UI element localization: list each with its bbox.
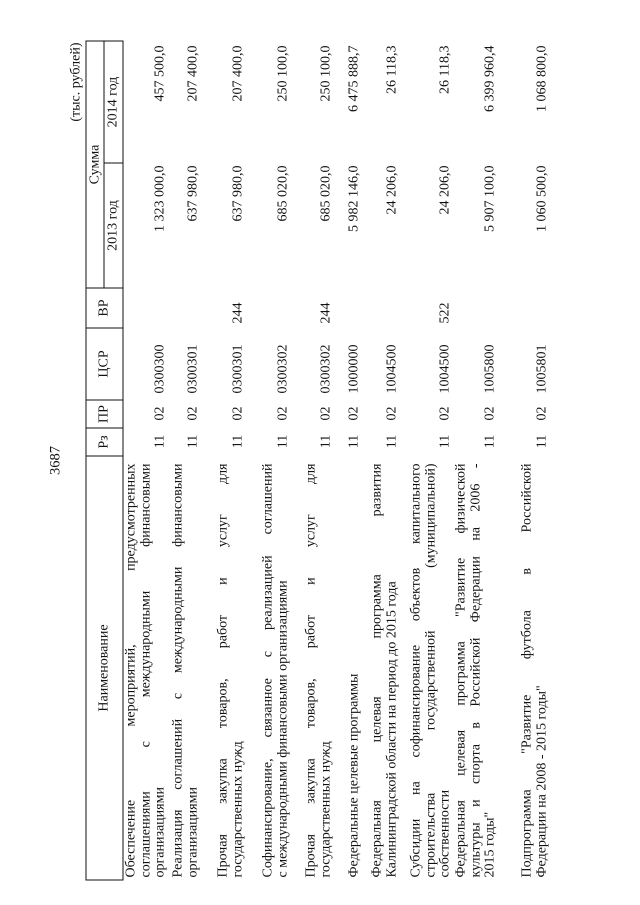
row-name-line: Подпрограмма "Развитие футбола в Российской (519, 463, 534, 877)
units-label: (тыс. рублей) (68, 42, 83, 122)
table-row (347, 40, 362, 880)
row-sum-2013: 685 020,0 (274, 165, 290, 221)
row-sum-2013: 5 907 100,0 (482, 165, 498, 232)
row-vr: 244 (317, 302, 333, 323)
row-pr: 02 (346, 406, 361, 420)
row-pr: 02 (274, 406, 290, 420)
row-name-line: соглашениями с международными финансовыми (137, 463, 153, 877)
row-sum-2014: 250 100,0 (317, 45, 333, 101)
row-name-line: Прочая закупка товаров, работ и услуг для (215, 463, 230, 877)
row-pr: 02 (383, 406, 399, 420)
row-name (370, 455, 399, 880)
row-name-line: организациями (184, 786, 200, 877)
row-csr: 0300302 (317, 344, 333, 393)
row-name-line: Обеспечение мероприятий, предусмотренных (123, 463, 138, 877)
row-rz: 11 (184, 434, 200, 448)
rotated-sheet (45, 40, 560, 880)
row-csr: 1000000 (346, 344, 361, 393)
row-sum-2013: 637 980,0 (229, 165, 245, 221)
header-name: Наименование (86, 455, 122, 879)
header-sum: Сумма (86, 41, 104, 287)
row-name (520, 455, 549, 880)
row-sum-2013: 685 020,0 (317, 165, 333, 221)
row-name-line: Софинансирование, связанное с реализацией соглашений (260, 463, 275, 877)
row-name-line: с международными финансовыми организациями (274, 579, 290, 877)
row-name-line: государственных нужд (317, 740, 333, 877)
table-row (520, 40, 549, 880)
row-rz: 11 (152, 434, 168, 448)
row-pr: 02 (437, 406, 453, 420)
row-sum-2013: 24 206,0 (437, 165, 453, 214)
row-pr: 02 (533, 406, 549, 420)
table-row (261, 40, 290, 880)
row-name (304, 455, 333, 880)
budget-table (85, 40, 560, 880)
row-sum-2013: 5 982 146,0 (346, 165, 361, 232)
row-sum-2013: 637 980,0 (184, 165, 200, 221)
table-row (454, 40, 498, 880)
table-header (85, 40, 123, 880)
row-pr: 02 (184, 406, 200, 420)
row-name-line: государственных нужд (229, 740, 245, 877)
row-sum-2013: 24 206,0 (383, 165, 399, 214)
row-name (261, 455, 290, 880)
row-name (171, 455, 200, 880)
row-name-line: Субсидии на софинансирование объектов капитального (408, 463, 423, 877)
row-sum-2014: 6 475 888,7 (346, 45, 361, 112)
header-pr: ПР (86, 399, 122, 427)
row-sum-2014: 207 400,0 (229, 45, 245, 101)
row-vr: 522 (437, 302, 453, 323)
table-row (171, 40, 200, 880)
row-csr: 0300301 (184, 344, 200, 393)
row-sum-2013: 1 323 000,0 (152, 165, 168, 232)
row-rz: 11 (346, 434, 361, 448)
header-2013: 2013 год (104, 162, 122, 287)
row-name-line: Федеральные целевые программы (346, 673, 361, 877)
table-row (304, 40, 333, 880)
header-rz: Рз (86, 427, 122, 455)
row-name-line: Федерации на 2008 - 2015 годы" (533, 684, 549, 877)
row-name-line: Прочая закупка товаров, работ и услуг для (303, 463, 318, 877)
row-rz: 11 (383, 434, 399, 448)
row-vr: 244 (229, 302, 245, 323)
row-name (409, 455, 453, 880)
header-vr: ВР (86, 287, 122, 327)
row-pr: 02 (229, 406, 245, 420)
row-sum-2014: 250 100,0 (274, 45, 290, 101)
row-name-line: Федеральная целевая программа развития (369, 463, 384, 877)
row-pr: 02 (152, 406, 168, 420)
row-name-line: строительства государственной (муниципальной) (422, 463, 438, 877)
row-rz: 11 (533, 434, 549, 448)
row-csr: 1005801 (533, 344, 549, 393)
row-csr: 0300300 (152, 344, 168, 393)
row-name-line: организациями (152, 786, 168, 877)
header-csr: ЦСР (86, 327, 122, 399)
row-sum-2014: 26 118,3 (383, 45, 399, 94)
row-csr: 0300301 (229, 344, 245, 393)
row-name-line: 2015 годы" (482, 811, 498, 877)
row-sum-2014: 26 118,3 (437, 45, 453, 94)
row-name (454, 455, 498, 880)
header-2014: 2014 год (105, 76, 120, 127)
row-rz: 11 (317, 434, 333, 448)
page-number: 3687 (47, 445, 63, 475)
row-pr: 02 (317, 406, 333, 420)
row-csr: 1005800 (482, 344, 498, 393)
row-name-line: Калининградской области на период до 2015 года (383, 580, 399, 877)
row-name-line: собственности (437, 789, 453, 877)
row-rz: 11 (437, 434, 453, 448)
row-name-line: Федеральная целевая программа "Развитие физической (453, 463, 468, 877)
table-row (124, 40, 168, 880)
row-sum-2013: 1 060 500,0 (533, 165, 549, 232)
row-rz: 11 (274, 434, 290, 448)
row-csr: 1004500 (437, 344, 453, 393)
row-name-line: культуры и спорта в Российской Федерации на 2006 - (467, 463, 483, 877)
row-sum-2014: 207 400,0 (184, 45, 200, 101)
table-row (409, 40, 453, 880)
table-row (216, 40, 245, 880)
row-sum-2014: 6 399 960,4 (482, 45, 498, 112)
row-pr: 02 (482, 406, 498, 420)
row-name (124, 455, 168, 880)
table-row (370, 40, 399, 880)
row-sum-2014: 457 500,0 (152, 45, 168, 101)
row-name (347, 455, 362, 880)
row-rz: 11 (482, 434, 498, 448)
row-name-line: Реализация соглашений с международными финансовыми (170, 463, 185, 877)
row-name (216, 455, 245, 880)
row-csr: 0300302 (274, 344, 290, 393)
row-csr: 1004500 (383, 344, 399, 393)
row-rz: 11 (229, 434, 245, 448)
row-sum-2014: 1 068 800,0 (533, 45, 549, 112)
